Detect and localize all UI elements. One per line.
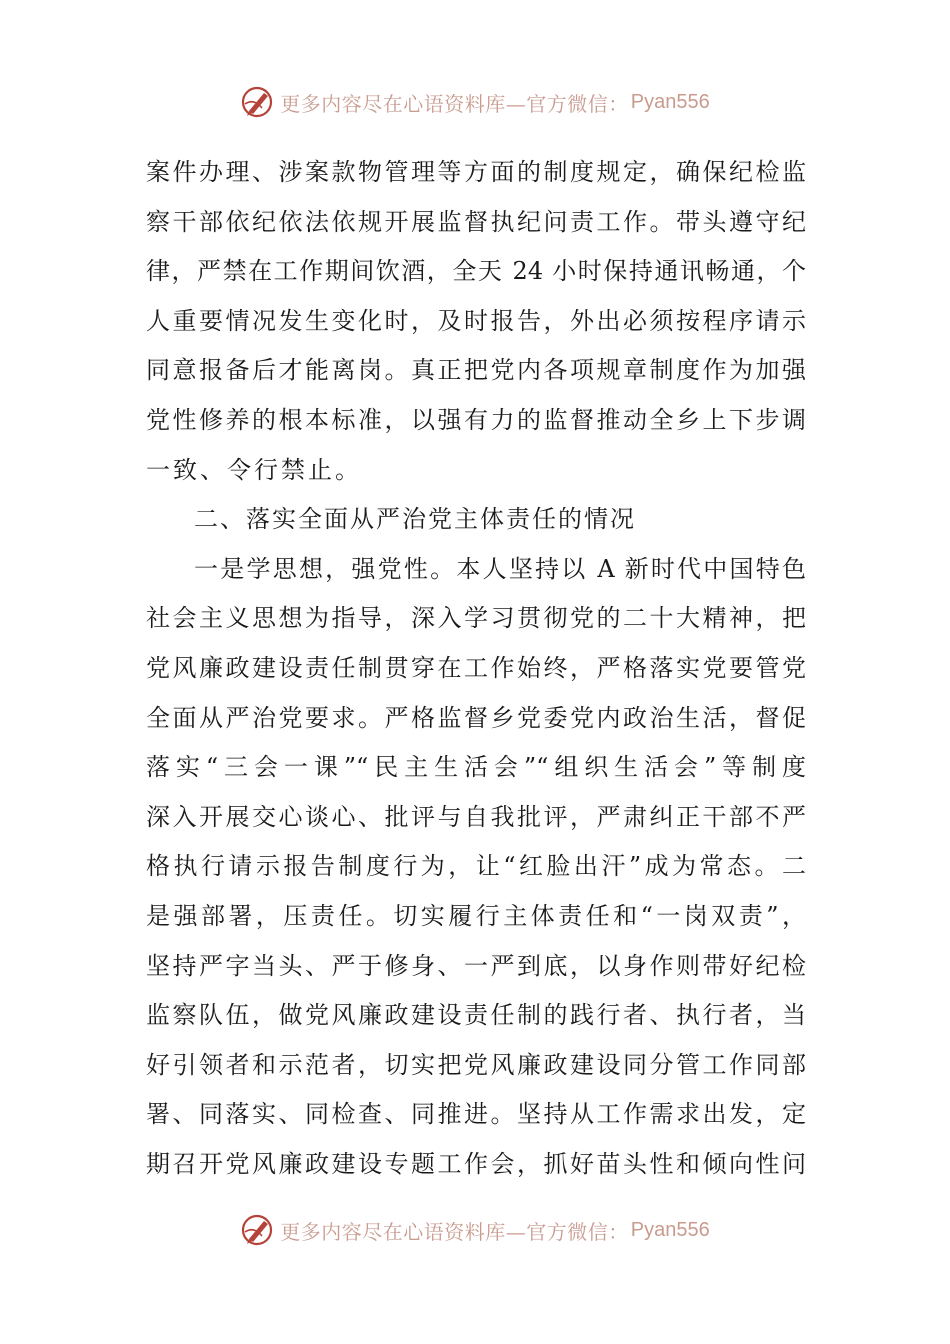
text-line: 党性修养的根本标准，以强有力的监督推动全乡上下步调 xyxy=(146,405,806,434)
document-body xyxy=(146,148,806,1189)
watermark-header xyxy=(0,82,950,122)
text-line: 案件办理、涉案款物管理等方面的制度规定，确保纪检监 xyxy=(146,158,806,186)
text-line: 党风廉政建设责任制贯穿在工作始终，严格落实党要管党 xyxy=(146,653,806,682)
watermark-text: 更多内容尽在心语资料库—官方微信： xyxy=(280,1219,629,1244)
watermark-wechat-id: Pyan556 xyxy=(630,1218,710,1241)
text-line: 格执行请示报告制度行为，让“红脸出汗”成为常态。二 xyxy=(146,852,806,881)
pen-logo-icon xyxy=(240,1212,276,1248)
text-line: 好引领者和示范者，切实把党风廉政建设同分管工作同部 xyxy=(146,1050,806,1079)
watermark-wechat-id: Pyan556 xyxy=(630,90,710,113)
text-line: 监察队伍，做党风廉政建设责任制的践行者、执行者，当 xyxy=(146,1001,806,1030)
text-line: 同意报备后才能离岗。真正把党内各项规章制度作为加强 xyxy=(146,356,806,385)
pen-logo-icon xyxy=(240,84,276,120)
text-line: 是强部署，压责任。切实履行主体责任和“一岗双责”， xyxy=(146,901,806,930)
text-line: 全面从严治党要求。严格监督乡党委党内政治生活，督促 xyxy=(146,703,806,732)
text-line: 律，严禁在工作期间饮酒，全天 24 小时保持通讯畅通，个 xyxy=(146,257,806,286)
text-line: 期召开党风廉政建设专题工作会，抓好苗头性和倾向性问 xyxy=(146,1149,806,1178)
paragraph-first-line: 一是学思想，强党性。本人坚持以 A 新时代中国特色 xyxy=(194,554,806,583)
text-line: 落实“三会一课”“民主生活会”“组织生活会”等制度 xyxy=(146,753,806,782)
text-line: 坚持严字当头、严于修身、一严到底，以身作则带好纪检 xyxy=(146,951,806,980)
section-heading: 二、落实全面从严治党主体责任的情况 xyxy=(194,505,636,534)
text-line: 一致、令行禁止。 xyxy=(146,455,362,484)
watermark-text: 更多内容尽在心语资料库—官方微信： xyxy=(280,91,629,116)
text-line: 人重要情况发生变化时，及时报告，外出必须按程序请示 xyxy=(146,306,806,335)
text-line: 深入开展交心谈心、批评与自我批评，严肃纠正干部不严 xyxy=(146,802,806,831)
watermark-footer xyxy=(0,1210,950,1250)
text-line: 署、同落实、同检查、同推进。坚持从工作需求出发，定 xyxy=(146,1100,806,1129)
text-line: 社会主义思想为指导，深入学习贯彻党的二十大精神，把 xyxy=(146,604,806,633)
text-line: 察干部依纪依法依规开展监督执纪问责工作。带头遵守纪 xyxy=(146,207,806,236)
